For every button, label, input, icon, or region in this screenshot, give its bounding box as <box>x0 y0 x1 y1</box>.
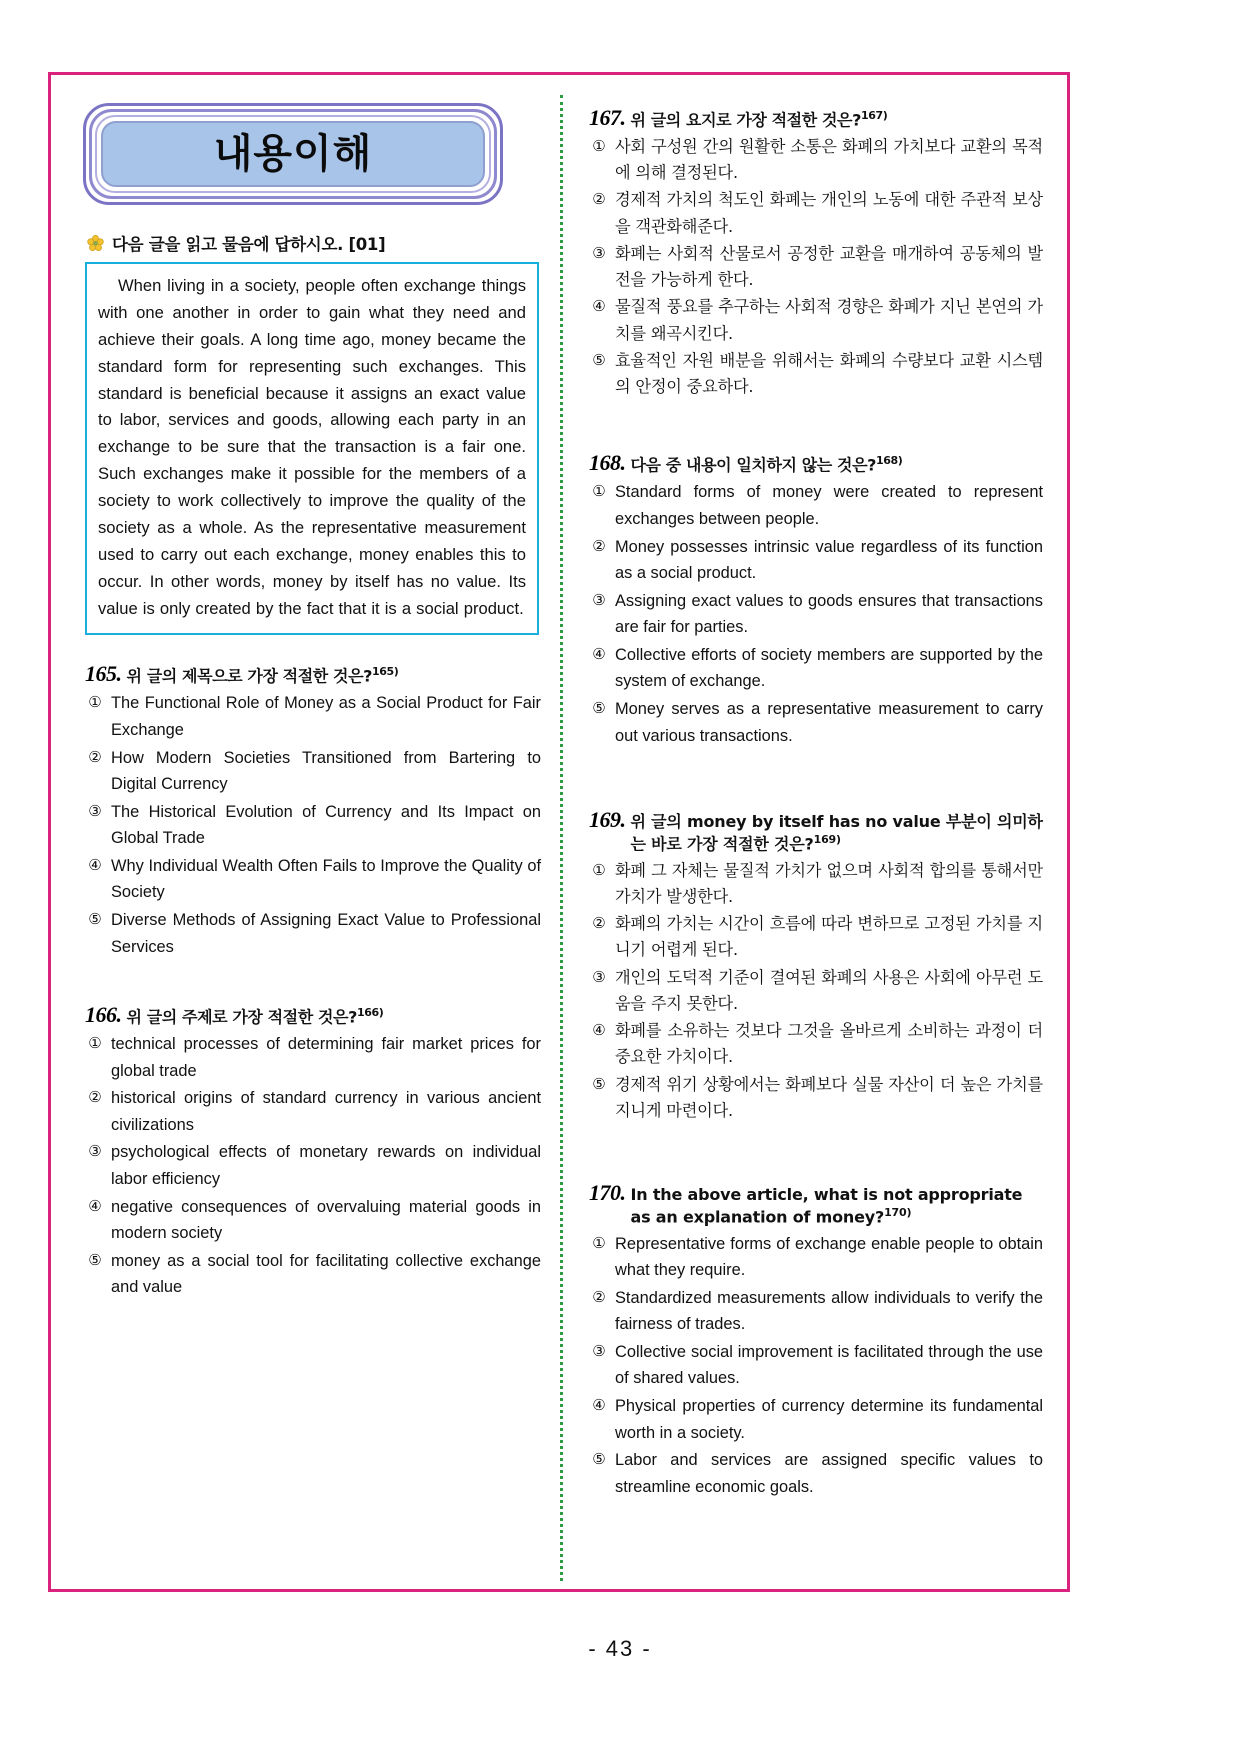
question-169-options <box>589 858 1043 1124</box>
option-item[interactable] <box>589 241 1043 293</box>
option-marker: ② <box>592 1287 606 1306</box>
option-label: Money possesses intrinsic value regardless of its function as a social product. <box>615 537 1043 583</box>
option-item[interactable] <box>589 1447 1043 1500</box>
option-marker: ③ <box>592 243 606 262</box>
question-170-number: 170. <box>589 1179 626 1205</box>
option-marker: ⑤ <box>88 910 102 928</box>
option-label: The Functional Role of Money as a Social Product for Fair Exchange <box>111 694 541 739</box>
option-item[interactable] <box>589 294 1043 346</box>
option-label: 경제적 위기 상황에서는 화폐보다 실물 자산이 더 높은 가치를 지니게 마련이다. <box>615 1074 1043 1120</box>
banner-inner <box>101 121 485 187</box>
option-marker: ⑤ <box>592 698 606 717</box>
option-label: Diverse Methods of Assigning Exact Value to Professional Services <box>111 911 541 956</box>
option-item[interactable] <box>589 1285 1043 1338</box>
option-item[interactable] <box>85 1194 541 1247</box>
option-marker: ④ <box>592 1021 606 1040</box>
option-item[interactable] <box>85 1139 541 1192</box>
option-marker: ③ <box>88 1142 102 1161</box>
option-label: 화폐는 사회적 산물로서 공정한 교환을 매개하여 공동체의 발전을 가능하게 한다. <box>615 243 1043 290</box>
option-item[interactable] <box>85 799 541 852</box>
option-item[interactable] <box>589 1393 1043 1446</box>
option-marker: ③ <box>592 967 606 986</box>
banner-outer-ring-1 <box>83 103 503 205</box>
flower-icon <box>87 235 104 252</box>
option-label: historical origins of standard currency in various ancient civilizations <box>111 1089 541 1134</box>
option-item[interactable] <box>589 911 1043 963</box>
option-marker: ① <box>592 1233 606 1252</box>
page-number: - 43 - <box>588 1636 652 1661</box>
option-label: 효율적인 자원 배분을 위해서는 화폐의 수량보다 교환 시스템의 안정이 중요하다. <box>615 350 1043 397</box>
option-label: 화폐의 가치는 시간이 흐름에 따라 변하므로 고정된 가치를 지니기 어렵게 된다. <box>615 914 1043 960</box>
option-item[interactable] <box>589 696 1043 749</box>
option-item[interactable] <box>589 534 1043 587</box>
option-marker: ⑤ <box>592 350 606 369</box>
question-170 <box>589 1180 1043 1500</box>
option-marker: ③ <box>592 590 606 609</box>
page-frame <box>48 72 1070 1592</box>
question-168-stem: 다음 중 내용이 일치하지 않는 것은?$^{168)}$ <box>630 454 903 475</box>
option-marker: ① <box>88 693 102 712</box>
question-166-header <box>85 1002 541 1028</box>
option-item[interactable] <box>589 348 1043 400</box>
option-item[interactable] <box>589 858 1043 910</box>
instruction-row <box>87 231 541 255</box>
right-column <box>559 93 1053 1579</box>
option-item[interactable] <box>589 187 1043 239</box>
banner-outer-ring-2 <box>89 109 497 199</box>
option-item[interactable] <box>85 1031 541 1084</box>
option-marker: ⑤ <box>592 1450 606 1469</box>
question-167 <box>589 105 1043 400</box>
option-label: Assigning exact values to goods ensures that transactions are fair for parties. <box>615 591 1043 637</box>
reading-passage-box <box>85 262 539 635</box>
option-marker: ② <box>592 190 606 209</box>
option-marker: ⑤ <box>592 1074 606 1093</box>
question-166-number: 166. <box>85 1002 122 1028</box>
reading-passage-text: When living in a society, people often exchange things with one another in order to gain what they need and achieve their goals. A long time ago, money became the standard form for representing such exchanges. This standard is beneficial because it assigns an exact value to labor, services and goods, allowing each party in an exchange to be sure that the transaction is a fair one. Such exchanges make it possible for the members of a society to work collectively to improve the quality of the society as a whole. As the representative measurement used to carry out each exchange, money enables this to occur. In other words, money by itself has no value. Its value is only created by the fact that it is a social product. <box>98 276 526 618</box>
option-marker: ② <box>592 914 606 933</box>
question-165 <box>85 661 541 960</box>
question-170-header <box>589 1180 1043 1228</box>
banner-title-text: 내용이해 <box>213 131 373 177</box>
option-marker: ① <box>592 482 606 501</box>
option-marker: ① <box>88 1034 102 1053</box>
option-label: Representative forms of exchange enable people to obtain what they require. <box>615 1234 1043 1280</box>
option-marker: ② <box>88 747 102 766</box>
question-167-options <box>589 134 1043 400</box>
option-item[interactable] <box>589 1018 1043 1070</box>
banner-outer-ring-3 <box>95 115 491 193</box>
option-item[interactable] <box>589 588 1043 641</box>
question-167-header <box>589 105 1043 131</box>
option-label: The Historical Evolution of Currency and Its Impact on Global Trade <box>111 802 541 848</box>
question-165-options <box>85 690 541 960</box>
option-label: Physical properties of currency determine its fundamental worth in a society. <box>615 1396 1043 1442</box>
option-marker: ④ <box>592 297 606 316</box>
option-label: Why Individual Wealth Often Fails to Improve the Quality of Society <box>111 856 541 902</box>
question-165-number: 165. <box>85 661 122 687</box>
question-167-stem: 위 글의 요지로 가장 적절한 것은?$^{167)}$ <box>630 108 888 129</box>
question-169-stem: 위 글의 money by itself has no value 부분이 의미하는 바로 가장 적절한 것은?$^{169)}$ <box>630 812 1043 854</box>
option-label: Labor and services are assigned specific values to streamline economic goals. <box>615 1451 1043 1496</box>
question-166 <box>85 1002 541 1301</box>
option-item[interactable] <box>589 479 1043 532</box>
option-marker: ④ <box>592 1395 606 1414</box>
option-marker: ① <box>592 860 606 879</box>
option-marker: ③ <box>592 1341 606 1360</box>
option-label: Collective efforts of society members are supported by the system of exchange. <box>615 645 1043 691</box>
question-168-options <box>589 479 1043 749</box>
question-169-number: 169. <box>589 807 626 833</box>
question-168-header <box>589 450 1043 476</box>
option-item[interactable] <box>589 134 1043 186</box>
question-166-options <box>85 1031 541 1301</box>
option-label: Standardized measurements allow individuals to verify the fairness of trades. <box>615 1288 1043 1334</box>
question-169 <box>589 807 1043 1124</box>
option-label: How Modern Societies Transitioned from Bartering to Digital Currency <box>111 748 541 794</box>
option-item[interactable] <box>589 1339 1043 1392</box>
option-label: 물질적 풍요를 추구하는 사회적 경향은 화폐가 지닌 본연의 가치를 왜곡시킨다. <box>615 297 1043 343</box>
option-label: 화폐를 소유하는 것보다 그것을 올바르게 소비하는 과정이 더 중요한 가치이다. <box>615 1021 1043 1067</box>
option-item[interactable] <box>85 690 541 743</box>
option-marker: ④ <box>592 644 606 663</box>
option-label: psychological effects of monetary rewards on individual labor efficiency <box>111 1143 541 1189</box>
question-169-header <box>589 807 1043 855</box>
question-168 <box>589 450 1043 749</box>
question-167-number: 167. <box>589 105 626 130</box>
question-166-stem: 위 글의 주제로 가장 적절한 것은?$^{166)}$ <box>126 1005 384 1027</box>
option-item[interactable] <box>589 965 1043 1017</box>
option-marker: ⑤ <box>88 1250 102 1269</box>
instruction-text: 다음 글을 읽고 물음에 답하시오. [01] <box>112 235 386 254</box>
option-marker: ④ <box>88 855 102 874</box>
section-title-banner <box>83 103 503 205</box>
option-marker: ① <box>592 137 606 155</box>
option-marker: ④ <box>88 1196 102 1215</box>
option-label: 경제적 가치의 척도인 화폐는 개인의 노동에 대한 주관적 보상을 객관화해준다. <box>615 190 1043 236</box>
option-label: Collective social improvement is facilitated through the use of shared values. <box>615 1342 1043 1388</box>
option-label: technical processes of determining fair market prices for global trade <box>111 1035 541 1080</box>
option-label: negative consequences of overvaluing material goods in modern society <box>111 1197 541 1243</box>
option-marker: ② <box>88 1088 102 1107</box>
question-170-options <box>589 1231 1043 1501</box>
option-label: 화폐 그 자체는 물질적 가치가 없으며 사회적 합의를 통해서만 가치가 발생한다. <box>615 860 1043 906</box>
question-170-stem: In the above article, what is not appropriate as an explanation of money?$^{170)}$ <box>630 1184 1023 1226</box>
option-item[interactable] <box>85 1085 541 1138</box>
option-item[interactable] <box>85 1248 541 1301</box>
option-item[interactable] <box>85 907 541 960</box>
option-marker: ③ <box>88 801 102 820</box>
option-item[interactable] <box>85 745 541 798</box>
page-content <box>51 75 1067 1589</box>
question-165-header <box>85 661 541 687</box>
option-label: Money serves as a representative measurement to carry out various transactions. <box>615 699 1043 745</box>
option-marker: ② <box>592 536 606 555</box>
option-item[interactable] <box>85 853 541 906</box>
question-168-number: 168. <box>589 450 626 476</box>
option-label: money as a social tool for facilitating collective exchange and value <box>111 1251 541 1297</box>
option-label: 사회 구성원 간의 원활한 소통은 화폐의 가치보다 교환의 목적에 의해 결정된다. <box>615 137 1043 183</box>
option-item[interactable] <box>589 642 1043 695</box>
option-item[interactable] <box>589 1231 1043 1284</box>
option-label: 개인의 도덕적 기준이 결여된 화폐의 사용은 사회에 아무런 도움을 주지 못한다. <box>615 967 1043 1013</box>
question-165-stem: 위 글의 제목으로 가장 적절한 것은?$^{165)}$ <box>126 665 399 686</box>
option-item[interactable] <box>589 1072 1043 1124</box>
option-label: Standard forms of money were created to represent exchanges between people. <box>615 483 1043 528</box>
left-column <box>65 93 559 1579</box>
